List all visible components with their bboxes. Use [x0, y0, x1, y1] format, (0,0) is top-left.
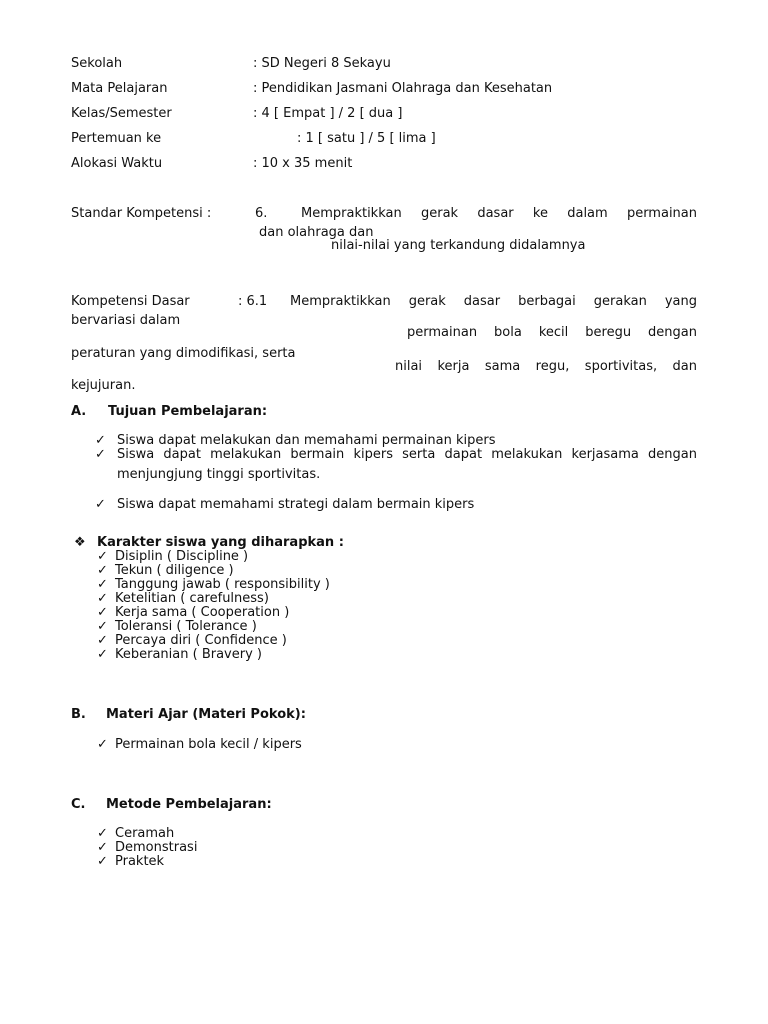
kelas-value: : 4 [ Empat ] / 2 [ dua ] [253, 106, 403, 121]
standar-line2: dan olahraga dan [259, 225, 374, 240]
kompetensi-line2: bervariasi dalam [71, 313, 181, 328]
metode-item: Ceramah [115, 826, 175, 841]
check-icon: ✓ [97, 591, 108, 606]
kompetensi-line3: permainan bola kecil beregu dengan [407, 325, 697, 340]
tujuan-item-2-line2: menjungjung tinggi sportivitas. [117, 467, 321, 482]
check-icon: ✓ [97, 605, 108, 620]
kompetensi-label: Kompetensi Dasar [71, 294, 190, 309]
karakter-item: Keberanian ( Bravery ) [115, 647, 262, 662]
check-icon: ✓ [97, 737, 108, 752]
tujuan-item-3: Siswa dapat memahami strategi dalam bermain kipers [117, 497, 475, 512]
tujuan-heading: Tujuan Pembelajaran: [108, 404, 268, 419]
tujuan-letter: A. [71, 404, 87, 419]
karakter-item: Percaya diri ( Confidence ) [115, 633, 287, 648]
karakter-item: Disiplin ( Discipline ) [115, 549, 249, 564]
standar-line3: nilai-nilai yang terkandung didalamnya [331, 238, 586, 253]
materi-letter: B. [71, 707, 86, 722]
karakter-item: Tanggung jawab ( responsibility ) [115, 577, 330, 592]
check-icon: ✓ [97, 840, 108, 855]
kelas-label: Kelas/Semester [71, 106, 172, 121]
check-icon: ✓ [97, 633, 108, 648]
materi-heading: Materi Ajar (Materi Pokok): [106, 707, 306, 722]
kompetensi-number: : 6.1 [238, 294, 268, 309]
standar-line1: Mempraktikkan gerak dasar ke dalam permainan [301, 206, 697, 221]
kompetensi-line4: peraturan yang dimodifikasi, serta [71, 346, 296, 361]
standar-number: 6. [255, 206, 268, 221]
kompetensi-line5: nilai kerja sama regu, sportivitas, dan [395, 359, 697, 374]
metode-item: Demonstrasi [115, 840, 198, 855]
check-icon: ✓ [97, 563, 108, 578]
tujuan-item-2-line1: Siswa dapat melakukan bermain kipers serta dapat melakukan kerjasama dengan [117, 447, 697, 462]
materi-item-1: Permainan bola kecil / kipers [115, 737, 302, 752]
check-icon: ✓ [97, 647, 108, 662]
pertemuan-label: Pertemuan ke [71, 131, 162, 146]
check-icon: ✓ [97, 577, 108, 592]
alokasi-label: Alokasi Waktu [71, 156, 163, 171]
mapel-label: Mata Pelajaran [71, 81, 168, 96]
kompetensi-line1: Mempraktikkan gerak dasar berbagai gerakan yang [290, 294, 697, 309]
mapel-value: : Pendidikan Jasmani Olahraga dan Kesehatan [253, 81, 553, 96]
check-icon: ✓ [95, 433, 106, 448]
sekolah-value: : SD Negeri 8 Sekayu [253, 56, 391, 71]
diamond-icon: ❖ [74, 535, 86, 550]
metode-letter: C. [71, 797, 86, 812]
check-icon: ✓ [95, 497, 106, 512]
sekolah-label: Sekolah [71, 56, 123, 71]
check-icon: ✓ [97, 549, 108, 564]
tujuan-item-1: Siswa dapat melakukan dan memahami permainan kipers [117, 433, 496, 448]
check-icon: ✓ [97, 619, 108, 634]
alokasi-value: : 10 x 35 menit [253, 156, 353, 171]
check-icon: ✓ [95, 447, 106, 462]
check-icon: ✓ [97, 826, 108, 841]
karakter-item: Tekun ( diligence ) [115, 563, 234, 578]
karakter-item: Kerja sama ( Cooperation ) [115, 605, 290, 620]
karakter-item: Ketelitian ( carefulness) [115, 591, 269, 606]
metode-heading: Metode Pembelajaran: [106, 797, 272, 812]
metode-item: Praktek [115, 854, 165, 869]
pertemuan-value: : 1 [ satu ] / 5 [ lima ] [297, 131, 436, 146]
karakter-item: Toleransi ( Tolerance ) [115, 619, 257, 634]
kompetensi-line6: kejujuran. [71, 378, 136, 393]
standar-label: Standar Kompetensi : [71, 206, 212, 221]
check-icon: ✓ [97, 854, 108, 869]
karakter-heading: Karakter siswa yang diharapkan : [97, 535, 344, 550]
